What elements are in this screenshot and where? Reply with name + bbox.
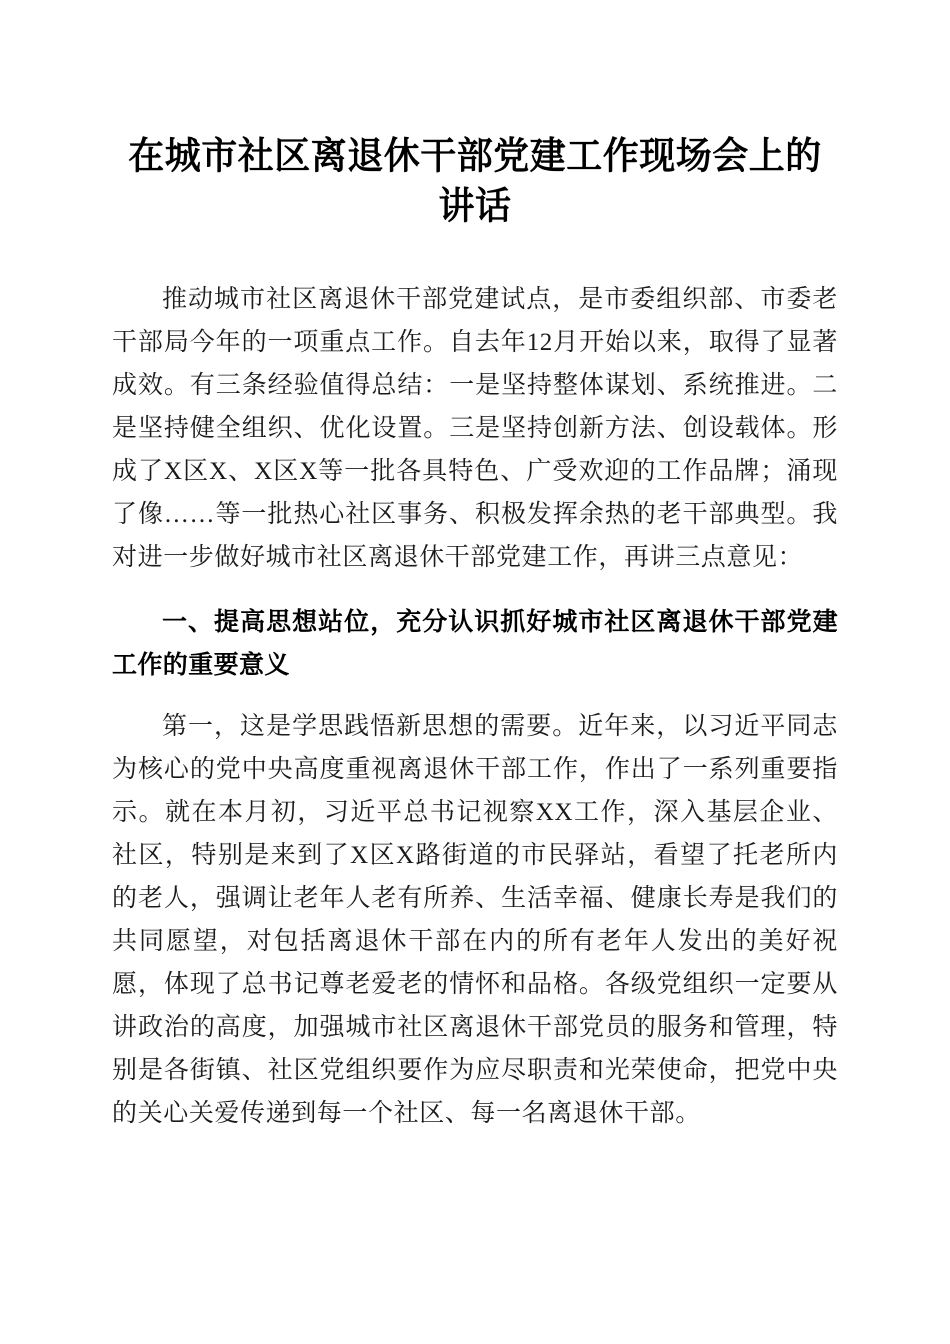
section-heading-one: 一、提高思想站位，充分认识抓好城市社区离退休干部党建工作的重要意义 <box>112 608 838 679</box>
document-body <box>112 0 838 1135</box>
paragraph-section-one-first: 第一，这是学思践悟新思想的需要。近年来，以习近平同志为核心的党中央高度重视离退休干部工作，作出了一系列重要指示。就在本月初，习近平总书记视察XX工作，深入基层企业、社区，特别是来到了X区X路街道的市民驿站，看望了托老所内的老人，强调让老年人老有所养、生活幸福、健康长寿是我们的共同愿望，对包括离退休干部在内的所有老年人发出的美好祝愿，体现了总书记尊老爱老的情怀和品格。各级党组织一定要从讲政治的高度，加强城市社区离退休干部党员的服务和管理，特别是各街镇、社区党组织要作为应尽职责和光荣使命，把党中央的关心关爱传递到每一个社区、每一名离退休干部。 <box>112 713 838 1127</box>
page-title: 在城市社区离退休干部党建工作现场会上的讲话 <box>128 135 822 227</box>
paragraph-intro: 推动城市社区离退休干部党建试点，是市委组织部、市委老干部局今年的一项重点工作。自去年12月开始以来，取得了显著成效。有三条经验值得总结：一是坚持整体谋划、系统推进。二是坚持健全组织、优化设置。三是坚持创新方法、创设载体。形成了X区X、X区X等一批各具特色、广受欢迎的工作品牌；涌现了像……等一批热心社区事务、积极发挥余热的老干部典型。我对进一步做好城市社区离退休干部党建工作，再讲三点意见： <box>112 286 838 571</box>
